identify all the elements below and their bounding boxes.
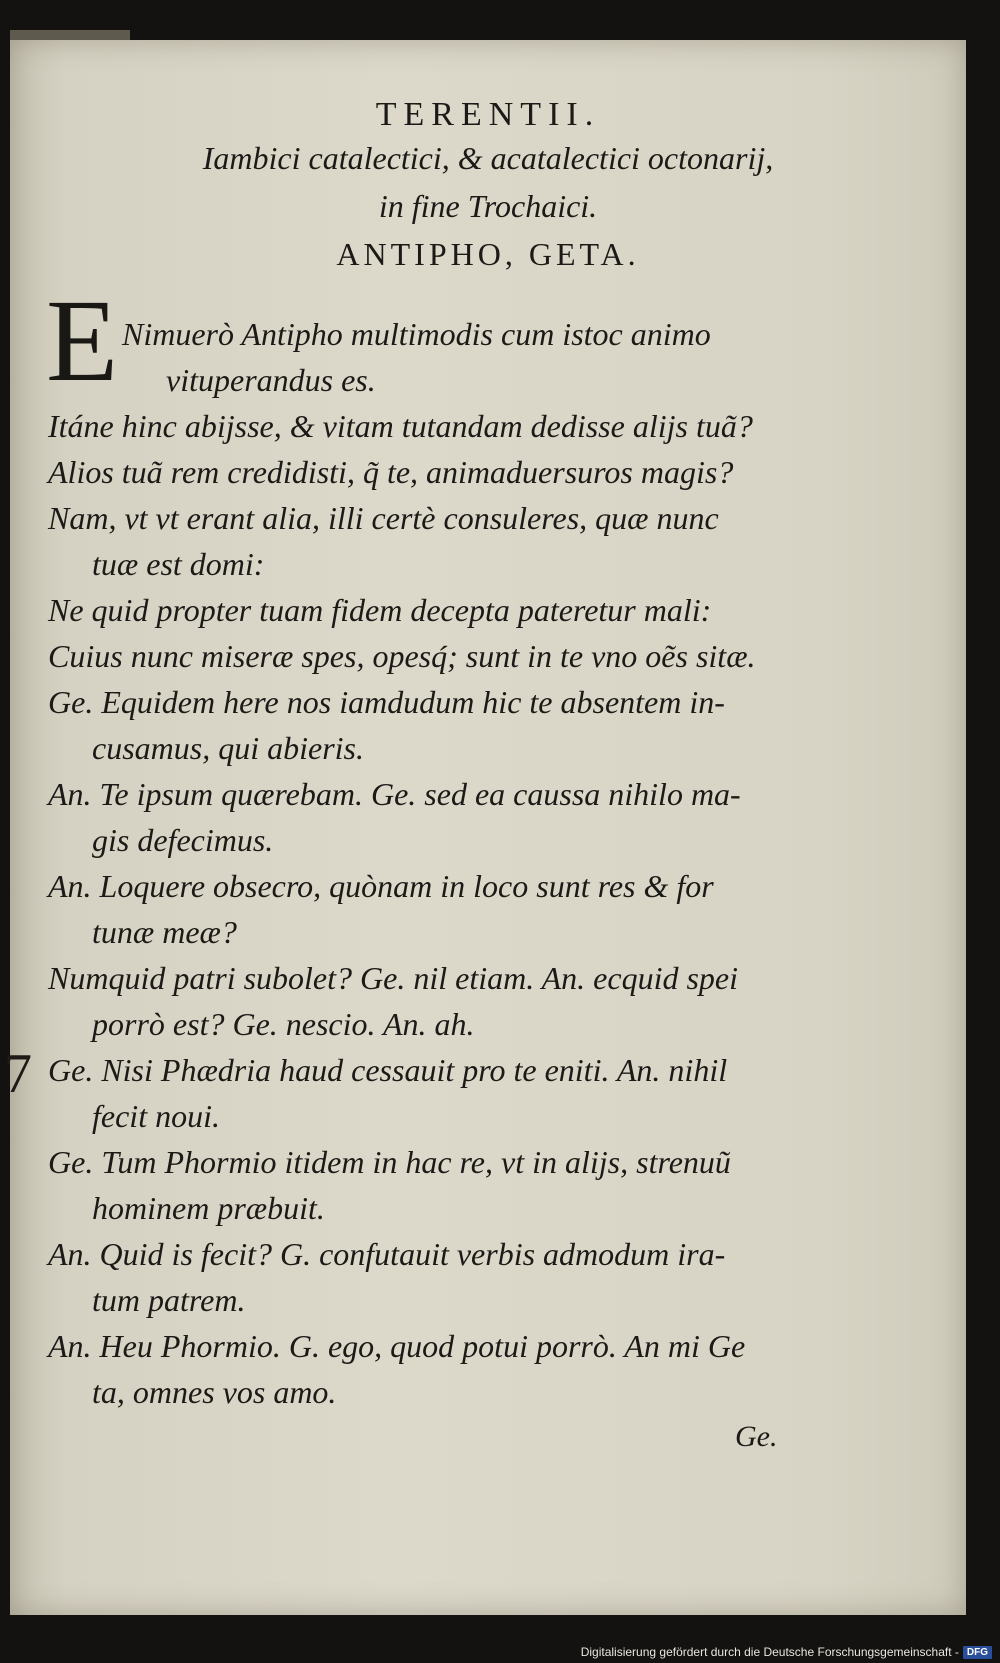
- verse-line: Ne quid propter tuam fidem decepta pateretur mali:: [48, 592, 712, 628]
- verse-line: Nam, vt vt erant alia, illi certè consuleres, quæ nunc: [48, 500, 719, 536]
- verse-line: An. Heu Phormio. G. ego, quod potui porrò. An mi Ge: [48, 1328, 746, 1364]
- verse-line: An. Te ipsum quærebam. Ge. sed ea caussa nihilo ma-: [48, 776, 741, 812]
- margin-mark: 7: [4, 1043, 32, 1105]
- verse-line: Ge. Equidem here nos iamdudum hic te absentem in-: [48, 684, 725, 720]
- verse-line: Ge. Tum Phormio itidem in hac re, vt in alijs, strenuũ: [48, 1144, 731, 1180]
- catchword: Ge.: [735, 1420, 778, 1453]
- verse-line: Ge. Nisi Phædria haud cessauit pro te eniti. An. nihil: [48, 1052, 728, 1088]
- verse-line: porrò est? Ge. nescio. An. ah.: [92, 1006, 475, 1042]
- verse-line: Nimuerò Antipho multimodis cum istoc animo: [122, 316, 711, 352]
- verse-line: vituperandus es.: [166, 362, 376, 398]
- credit-text: Digitalisierung gefördert durch die Deutsche Forschungsgemeinschaft -: [580, 1645, 959, 1659]
- verse-line: Numquid patri subolet? Ge. nil etiam. An. ecquid spei: [48, 960, 739, 996]
- verse-line: ta, omnes vos amo.: [92, 1374, 337, 1410]
- verse-line: hominem præbuit.: [92, 1190, 325, 1226]
- digitization-credit: [581, 1645, 992, 1659]
- book-page: [4, 40, 966, 1615]
- verse-line: Cuius nunc miseræ spes, opesq́; sunt in te vno oẽs sitæ.: [48, 638, 756, 674]
- verse-line: An. Quid is fecit? G. confutauit verbis admodum ira-: [48, 1236, 726, 1272]
- verse-line: tum patrem.: [92, 1282, 246, 1318]
- drop-cap-initial: E: [46, 275, 119, 406]
- verse-line: Itáne hinc abijsse, & vitam tutandam dedisse alijs tuã?: [48, 408, 753, 444]
- verse-line: tuæ est domi:: [92, 546, 265, 582]
- meter-note-line-2: in fine Trochaici.: [378, 188, 598, 224]
- verse-line: gis defecimus.: [92, 822, 274, 858]
- verse-line: An. Loquere obsecro, quònam in loco sunt res & for: [48, 868, 714, 904]
- speakers-heading: ANTIPHO, GETA.: [336, 236, 640, 272]
- verse-line: fecit noui.: [92, 1098, 220, 1134]
- verse-line: cusamus, qui abieris.: [92, 730, 364, 766]
- running-head: TERENTII.: [375, 96, 601, 133]
- verse-line: tunæ meæ?: [92, 914, 237, 950]
- verse-line: Alios tuã rem credidisti, q̃ te, animaduersuros magis?: [48, 454, 734, 490]
- dfg-logo-icon: DFG: [963, 1646, 992, 1659]
- meter-note-line-1: Iambici catalectici, & acatalectici octonarij,: [202, 140, 774, 176]
- page-text-block: [4, 40, 966, 1615]
